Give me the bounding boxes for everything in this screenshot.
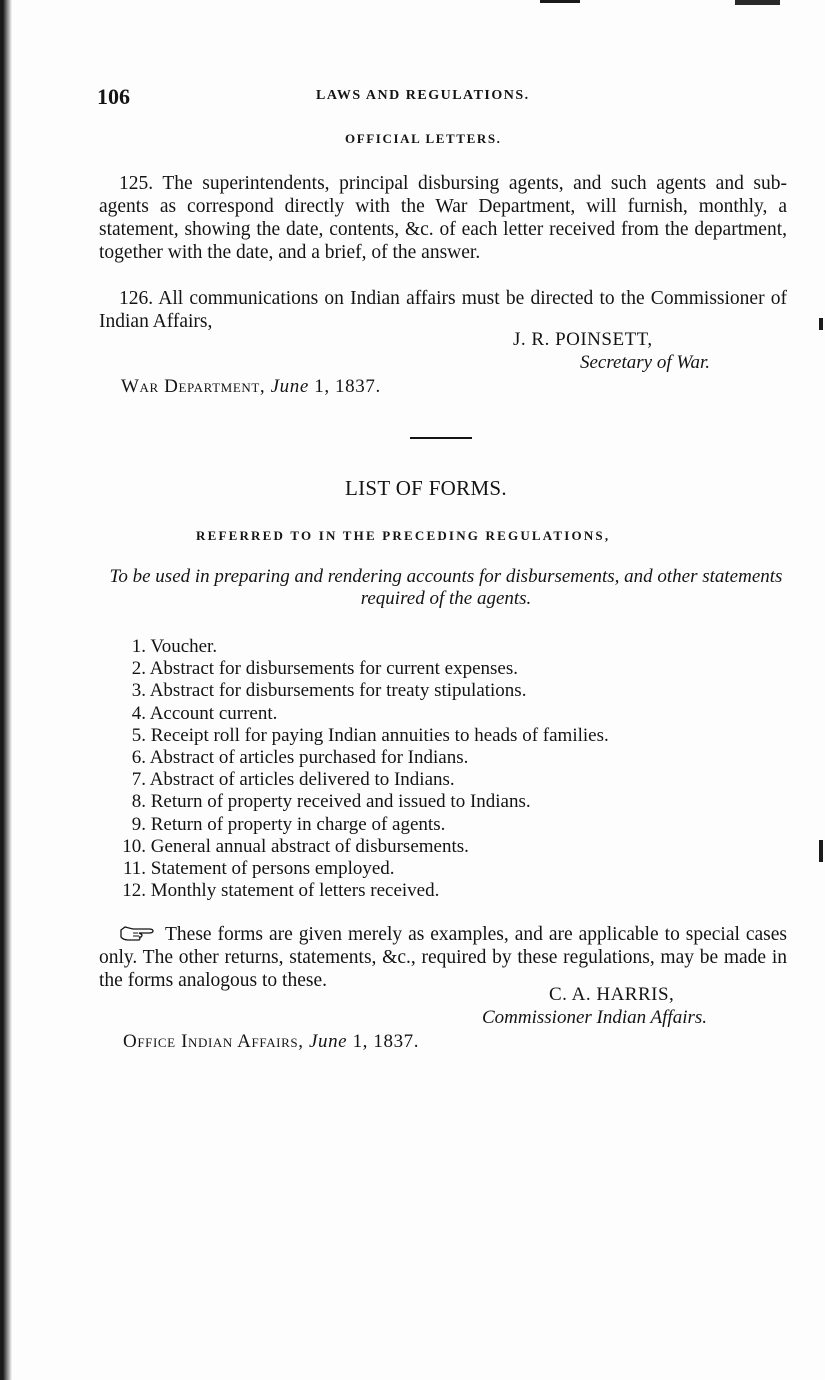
dateline-place: War Department, (121, 376, 266, 397)
signature-title: Secretary of War. (580, 352, 710, 373)
dateline-place: Office Indian Affairs, (123, 1031, 304, 1052)
list-item: 10. General annual abstract of disbursements. (122, 835, 469, 857)
scan-mark (819, 318, 823, 330)
dateline-year: 1, 1837. (352, 1031, 420, 1052)
list-item: 9. Return of property in charge of agents. (131, 813, 446, 835)
pointing-hand-icon (119, 925, 157, 943)
list-item: 4. Account current. (131, 702, 278, 724)
dateline (123, 1031, 419, 1053)
dateline-month: June (308, 1031, 348, 1052)
list-item: 3. Abstract for disbursements for treaty stipulations. (131, 680, 527, 702)
scan-mark (540, 0, 580, 3)
running-head: LAWS AND REGULATIONS. (316, 88, 530, 103)
scan-mark (819, 840, 823, 862)
list-item: 6. Abstract of articles purchased for Indians. (131, 747, 469, 769)
scan-mark (735, 0, 780, 5)
list-item: 2. Abstract for disbursements for current expenses. (131, 658, 518, 680)
list-item: 7. Abstract of articles delivered to Indians. (131, 769, 455, 791)
list-item: 5. Receipt roll for paying Indian annuities to heads of families. (131, 724, 609, 746)
forms-title: LIST OF FORMS. (345, 476, 507, 500)
paragraph-125: 125. The superintendents, principal disbursing agents, and such agents and sub-agents as correspond directly with the War Department, will furnish, monthly, a statement, showing the date, contents, &c. of each letter received from the department, together with the date, and a brief, of the answer. (99, 173, 787, 263)
forms-note: To be used in preparing and rendering accounts for disbursements, and other statements required of the agents. (109, 566, 783, 609)
dateline-year: 1, 1837. (314, 376, 381, 397)
paragraph-126: 126. All communications on Indian affairs must be directed to the Commissioner of Indian Affairs, (99, 288, 787, 332)
dateline (121, 376, 381, 398)
section-divider (410, 437, 472, 439)
list-item: 12. Monthly statement of letters received. (122, 880, 440, 902)
forms-list (104, 636, 609, 902)
signature-title: Commissioner Indian Affairs. (482, 1007, 708, 1028)
section-head: OFFICIAL LETTERS. (345, 131, 502, 146)
page-number: 106 (97, 84, 130, 109)
signature-name: C. A. HARRIS, (549, 984, 675, 1005)
closing-note-text: These forms are given merely as examples, and are applicable to special cases only. The other returns, statements, &c., required by these regulations, may be made in the forms analogous to these. (99, 924, 787, 991)
list-item: 1. Voucher. (131, 636, 218, 657)
forms-subtitle: REFERRED TO IN THE PRECEDING REGULATIONS, (196, 528, 611, 543)
signature-name: J. R. POINSETT, (513, 329, 653, 350)
list-item: 8. Return of property received and issued to Indians. (131, 791, 531, 813)
closing-note (99, 923, 787, 992)
dateline-month: June (270, 376, 309, 397)
list-item: 11. Statement of persons employed. (122, 858, 395, 880)
scan-edge (0, 0, 12, 1380)
